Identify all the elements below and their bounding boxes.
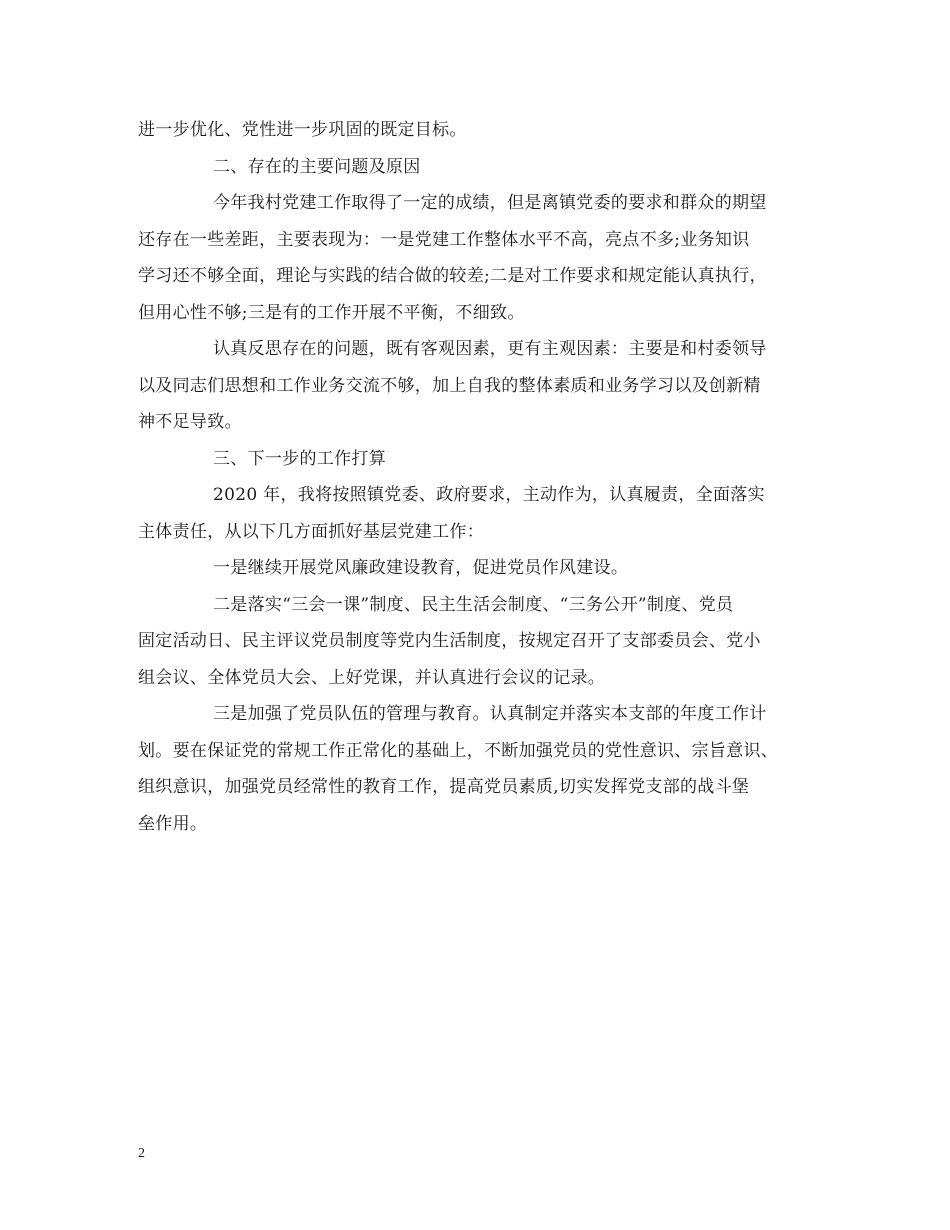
text-line: 进一步优化、党性进一步巩固的既定目标。 [138, 120, 467, 140]
text-line: 一是继续开展党风廉政建设教育，促进党员作风建设。 [213, 558, 629, 578]
text-line: 组会议、全体党员大会、上好党课，并认真进行会议的记录。 [138, 667, 606, 688]
text-line: 主体责任，从以下几方面抓好基层党建工作： [138, 521, 484, 542]
text-line: 垒作用。 [138, 813, 208, 834]
text-line: 划。要在保证党的常规工作正常化的基础上，不断加强党员的党性意识、宗旨意识、 [138, 740, 779, 761]
text-line: 组织意识，加强党员经常性的教育工作，提高党员素质,切实发挥党支部的战斗堡 [138, 777, 750, 797]
text-line: 神不足导致。 [138, 412, 242, 432]
text-line: 学习还不够全面，理论与实践的结合做的较差;二是对工作要求和规定能认真执行， [138, 266, 767, 286]
text-line: 二是落实“三会一课”制度、民主生活会制度、“三务公开”制度、党员 [213, 594, 734, 615]
text-line: 今年我村党建工作取得了一定的成绩，但是离镇党委的要求和群众的期望 [213, 193, 767, 213]
text-line: 但用心性不够;三是有的工作开展不平衡，不细致。 [138, 302, 525, 323]
text-line: 认真反思存在的问题，既有客观因素，更有主观因素：主要是和村委领导 [213, 339, 767, 359]
text-line: 2020 年，我将按照镇党委、政府要求，主动作为，认真履责，全面落实 [213, 485, 765, 505]
text-line: 三、下一步的工作打算 [213, 448, 386, 469]
text-line: 三是加强了党员队伍的管理与教育。认真制定并落实本支部的年度工作计 [213, 704, 767, 724]
text-line: 以及同志们思想和工作业务交流不够，加上自我的整体素质和业务学习以及创新精 [138, 375, 761, 396]
document-body [138, 112, 814, 842]
text-line: 固定活动日、民主评议党员制度等党内生活制度，按规定召开了支部委员会、党小 [138, 631, 761, 651]
text-line: 还存在一些差距，主要表现为：一是党建工作整体水平不高，亮点不多;业务知识 [138, 229, 750, 250]
text-line: 二、存在的主要问题及原因 [213, 156, 421, 177]
page-number: 2 [138, 1146, 145, 1161]
